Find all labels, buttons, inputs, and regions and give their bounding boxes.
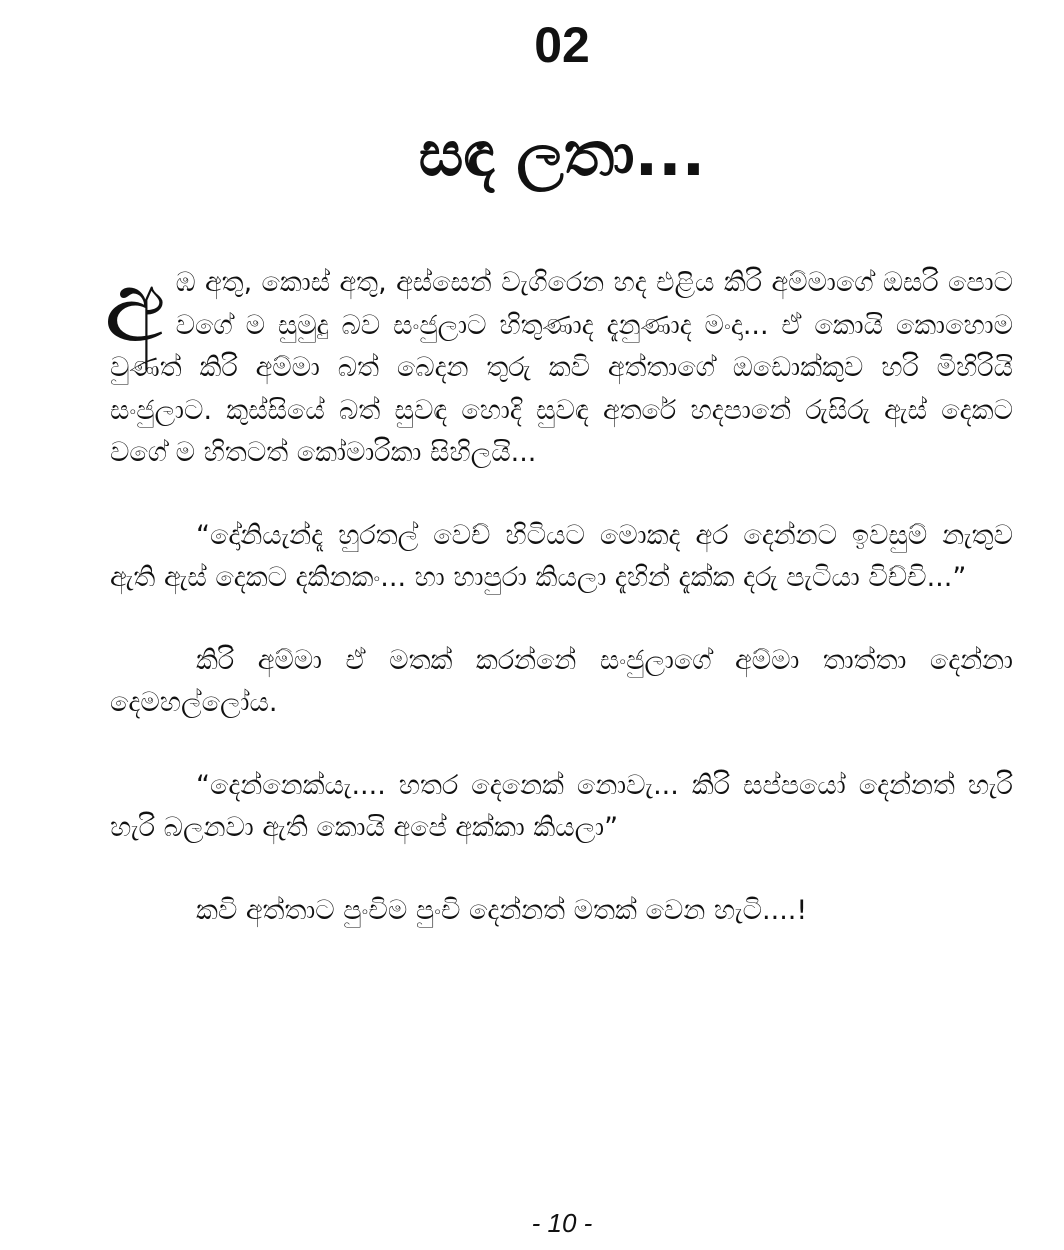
paragraph-3: කිරි අම්මා ඒ මතක් කරන්නේ සංජුලාගේ අම්මා තාත්තා දෙන්නා දෙමහල්ලෝය. — [110, 644, 1013, 718]
chapter-body — [104, 248, 1013, 972]
paragraph-1-text: ඹ අතු, කොස් අතු, අස්සෙන් වැගිරෙන හද එළිය කිරි අම්මාගේ ඔසරි පොට වගේ ම සුමුදු බව සංජුලාට හිතුණාද දැනුණාද මංදා... ඒ කොයි කොහොම වුණත් කිරි අම්මා බත් බෙදන තුරු කවි අත්තාගේ ඔඩොක්කුව හරි මිහිරියි සංජුලාට. කුස්සියේ බත් සුවඳ හොදි සුවඳ අතරේ හදපානේ රුසිරු ඇස් දෙකට වගේ ම හිතටත් කෝමාරිකා සිහිලයි... — [110, 267, 1013, 468]
paragraph-5: කවි අත්තාට පුංචිම පුංචි දෙන්නත් මතක් වෙන හැටි....! — [196, 894, 808, 926]
drop-cap: අ — [104, 248, 166, 365]
chapter-number: 02 — [534, 17, 590, 73]
chapter-title: සඳ ලතා... — [418, 117, 706, 190]
page-number: - 10 - — [531, 1208, 593, 1238]
paragraph-1 — [104, 248, 1013, 475]
paragraph-4: “දෙන්නෙක්යැ.... හතර දෙනෙක් නොවැ... කිරි සප්පයෝ දෙන්නත් හැරි හැරි බලනවා ඇති කොයි අපේ අක්කා කියලා” — [110, 769, 1013, 843]
paragraph-2: “දෝනියැන්දෑ හුරතල් වෙච් හිටියට මොකද අර දෙන්නට ඉවසුම් නැතුව ඇති ඇස් දෙකට දකිනකං... හා හාපුරා කියලා දැහින් දැක්ක දරු පැටියා විච්චි...” — [110, 519, 1013, 593]
